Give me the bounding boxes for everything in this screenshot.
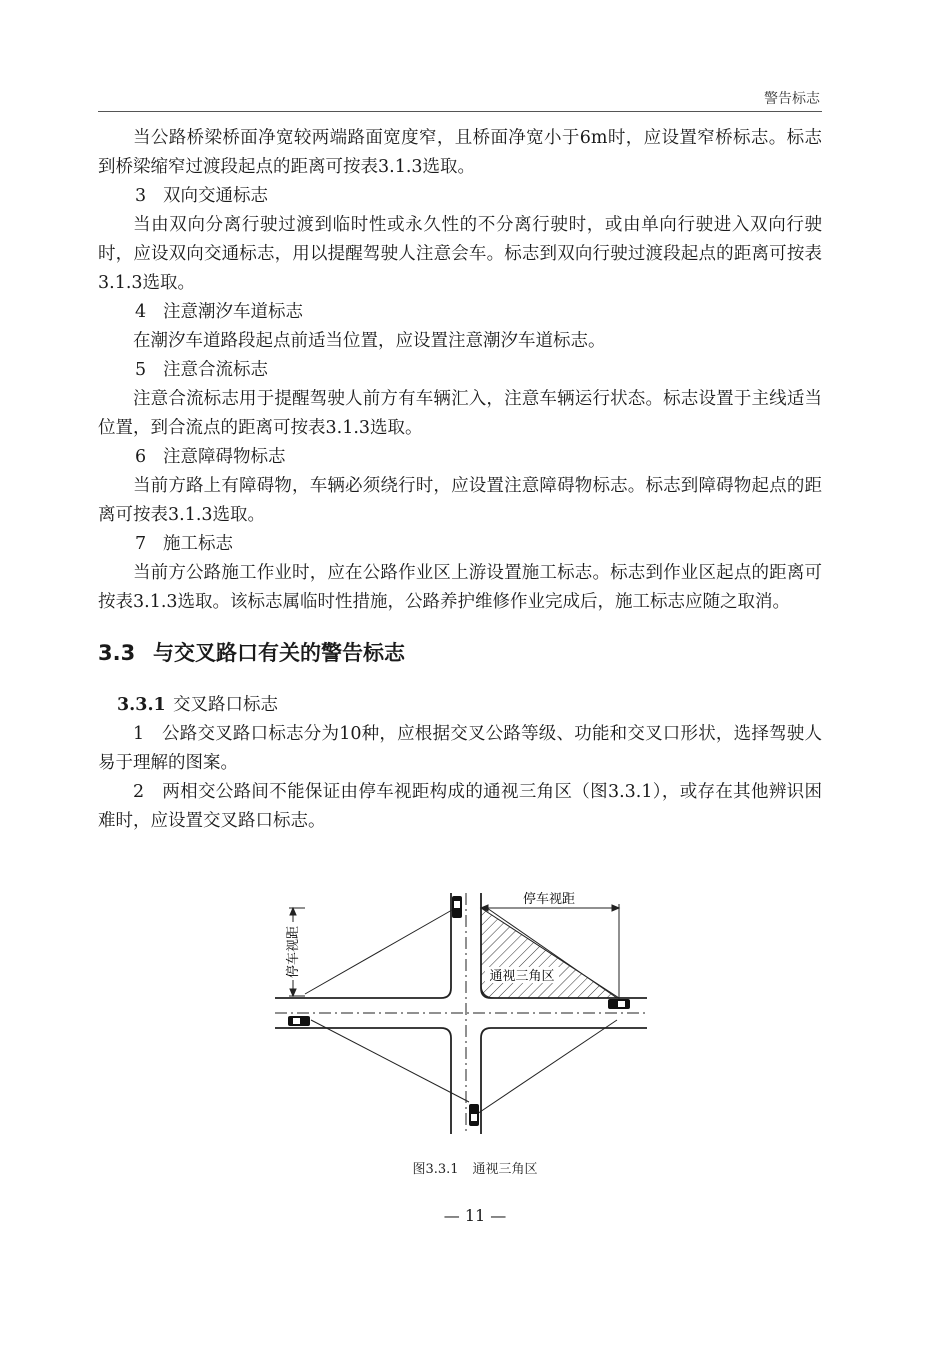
car-icon bbox=[452, 896, 462, 918]
car-icon bbox=[288, 1016, 310, 1026]
subsection-item: 2 两相交公路间不能保证由停车视距构成的通视三角区（图3.3.1），或存在其他辨识困难时，应设置交叉路口标志。 bbox=[98, 782, 822, 831]
running-header: 警告标志 bbox=[764, 91, 820, 107]
car-icon bbox=[608, 999, 630, 1009]
item-body: 注意合流标志用于提醒驾驶人前方有车辆汇入，注意车辆运行状态。标志设置于主线适当位置，到合流点的距离可按表3.1.3选取。 bbox=[98, 389, 822, 438]
item-body: 当前方公路施工作业时，应在公路作业区上游设置施工标志。标志到作业区起点的距离可按表3.1.3选取。该标志属临时性措施，公路养护维修作业完成后，施工标志应随之取消。 bbox=[98, 563, 822, 612]
figure-caption: 图3.3.1 通视三角区 bbox=[412, 1162, 538, 1177]
item-body: 当前方路上有障碍物，车辆必须绕行时，应设置注意障碍物标志。标志到障碍物起点的距离可按表3.1.3选取。 bbox=[98, 476, 822, 525]
section-heading: 3.3 与交叉路口有关的警告标志 bbox=[98, 641, 405, 665]
item-heading: 7 施工标志 bbox=[135, 534, 233, 554]
label-left: 停车视距 bbox=[286, 925, 301, 979]
item-heading: 6 注意障碍物标志 bbox=[135, 447, 286, 467]
item-heading: 4 注意潮汐车道标志 bbox=[135, 302, 303, 322]
car-icon bbox=[469, 1104, 479, 1126]
label-triangle: 通视三角区 bbox=[489, 969, 555, 984]
intersection-diagram bbox=[271, 888, 651, 1138]
item-body: 当由双向分离行驶过渡到临时性或永久性的不分离行驶时，或由单向行驶进入双向行驶时，应设双向交通标志，用以提醒驾驶人注意会车。标志到双向行驶过渡段起点的距离可按表3.1.3选取。 bbox=[98, 215, 822, 293]
item-heading: 5 注意合流标志 bbox=[135, 360, 268, 380]
subsection-heading: 3.3.1 交叉路口标志 bbox=[117, 695, 278, 715]
label-top: 停车视距 bbox=[522, 892, 576, 907]
page-number: — 11 — bbox=[443, 1206, 507, 1225]
paragraph-narrow-bridge: 当公路桥梁桥面净宽较两端路面宽度窄，且桥面净宽小于6m时，应设置窄桥标志。标志到桥梁缩窄过渡段起点的距离可按表3.1.3选取。 bbox=[98, 128, 822, 177]
item-body: 在潮汐车道路段起点前适当位置，应设置注意潮汐车道标志。 bbox=[133, 331, 606, 351]
subsection-item: 1 公路交叉路口标志分为10种，应根据交叉公路等级、功能和交叉口形状，选择驾驶人易于理解的图案。 bbox=[98, 724, 822, 773]
header-rule bbox=[98, 111, 822, 112]
item-heading: 3 双向交通标志 bbox=[135, 186, 268, 206]
page-content bbox=[98, 124, 822, 836]
